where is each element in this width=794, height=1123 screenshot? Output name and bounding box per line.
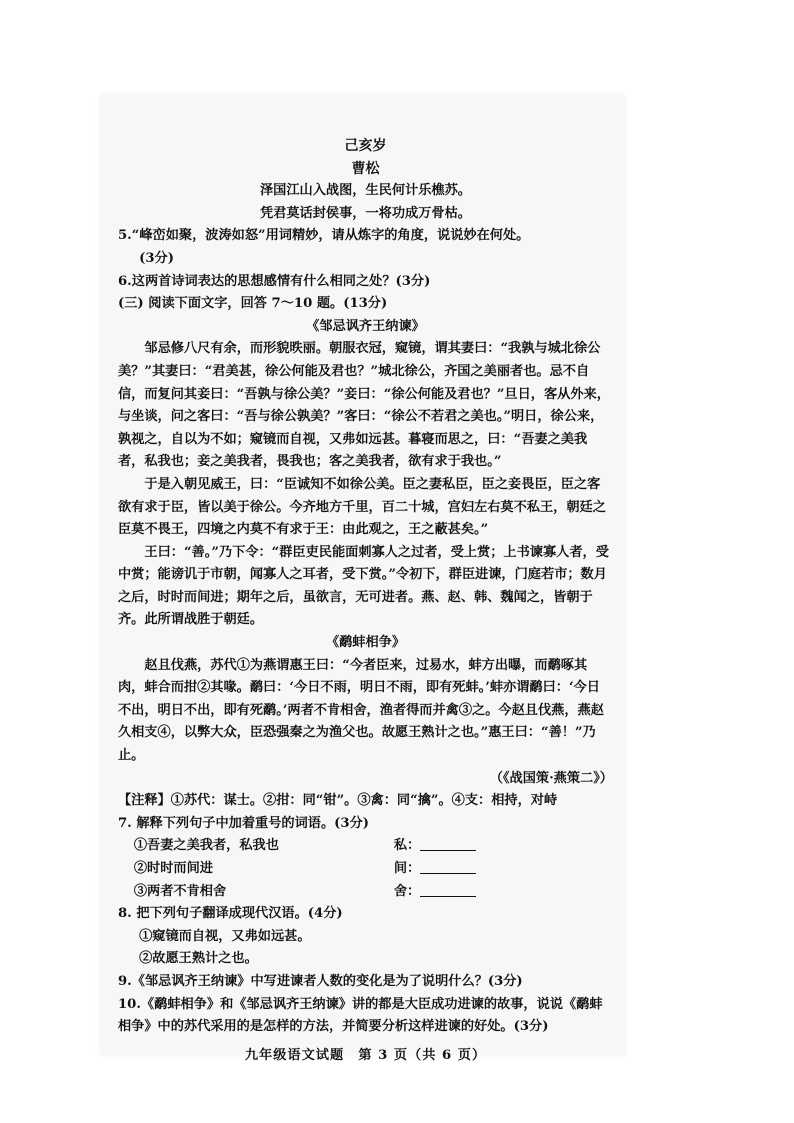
- question-9: 9.《邹忌讽齐王纳谏》中写进谏者人数的变化是为了说明什么？(3分): [118, 973, 523, 989]
- question-5: 5.“峰峦如聚，波涛如怒”用词精妙，请从炼字的角度，说说妙在何处。: [118, 228, 530, 244]
- q7-answer-blank-3[interactable]: [420, 881, 476, 897]
- question-5-score: (3分): [139, 250, 174, 266]
- question-8: 8. 把下列句子翻译成现代汉语。(4分): [118, 906, 343, 922]
- poem-line-2: 凭君莫话封侯事，一将功成万骨枯。: [260, 205, 471, 221]
- question-10: 10.《鹬蚌相争》和《邹忌讽齐王纳谏》讲的都是大臣成功进谏的故事，说说《鹬蚌相争》中的苏代采用的是怎样的方法，并简要分析这样进谏的好处。(3分): [118, 996, 603, 1035]
- q7-word-3: 舍：: [393, 883, 421, 899]
- poem-author: 曹松: [351, 160, 380, 177]
- q7-sentence-1: ①吾妻之美我者，私我也: [133, 838, 279, 854]
- passage-title-2: 《鹬蚌相争》: [325, 635, 406, 651]
- passage-paragraph-1: 邹忌修八尺有余，而形貌昳丽。朝服衣冠，窥镜，谓其妻曰：“我孰与城北徐公美？”其妻曰：“君美甚，徐公何能及君也？”城北徐公，齐国之美丽者也。忌不自信，而复问其妾曰：“吾孰与徐公美？”妾曰：“徐公何能及君也？”旦日，客从外来，与坐谈，问之客曰：“吾与徐公孰美？”客曰：“徐公不若君之美也。”明日，徐公来，孰视之，自以为不如；窥镜而自视，又弗如远甚。暮寝而思之，曰：“吾妻之美我者，私我也；妾之美我者，畏我也；客之美我者，欲有求于我也。”: [118, 341, 610, 470]
- passage-notes: 【注释】①苏代：谋士。②拑：同“钳”。③禽：同“擒”。④支：相持，对峙: [118, 793, 558, 809]
- q7-word-2: 间：: [393, 861, 421, 876]
- q7-row-3: [118, 881, 613, 904]
- q7-word-1: 私：: [393, 838, 421, 854]
- q7-sentence-2: ②时时而间进: [133, 861, 213, 876]
- document-content: [118, 135, 613, 1067]
- bleed-through: [470, 118, 620, 132]
- q7-sentence-3: ③两者不肯相舍: [133, 883, 227, 899]
- q8-item-1: ①窥镜而自视，又弗如远甚。: [139, 928, 311, 944]
- passage-paragraph-2: 于是入朝见威王，曰：“臣诚知不如徐公美。臣之妻私臣，臣之妾畏臣，臣之客欲有求于臣，皆以美于徐公。今齐地方千里，百二十城，宫妇左右莫不私王，朝廷之臣莫不畏王，四境之内莫不有求于王：由此观之，王之蔽甚矣。”: [118, 476, 606, 538]
- page-footer: 九年级语文试题 第 3 页（共 6 页）: [244, 1047, 487, 1063]
- passage-paragraph-3: 王曰：“善。”乃下令：“群臣吏民能面刺寡人之过者，受上赏；上书谏寡人者，受中赏；能谤讥于市朝，闻寡人之耳者，受下赏。”令初下，群臣进谏，门庭若市；数月之后，时时而间进；期年之后，虽欲言，无可进者。燕、赵、韩、魏闻之，皆朝于齐。此所谓战胜于朝廷。: [118, 544, 609, 628]
- passage-paragraph-4: 赵且伐燕，苏代①为燕谓惠王曰：“今者臣来，过易水，蚌方出曝，而鹬啄其肉，蚌合而拑②其喙。鹬曰：‘今日不雨，明日不雨，即有死蚌。’蚌亦谓鹬曰：‘今日不出，明日不出，即有死鹬。’两者不肯相舍，渔者得而并禽③之。今赵且伐燕，燕赵久相支④，以弊大众，臣恐强秦之为渔父也。故愿王熟计之也。”惠王曰：“善！”乃止。: [118, 657, 604, 764]
- passage-source: （《战国策·燕策二》）: [489, 770, 613, 786]
- poem-title: 己亥岁: [344, 138, 387, 154]
- q7-row-1: [118, 835, 613, 858]
- q7-answer-blank-1[interactable]: [420, 835, 476, 851]
- question-7: 7. 解释下列句子中加着重号的词语。(3分): [118, 815, 370, 831]
- q7-answer-blank-2[interactable]: [420, 858, 476, 874]
- section-heading: (三) 阅读下面文字，回答 7～10 题。(13分): [118, 296, 388, 312]
- poem-line-1: 泽国江山入战图，生民何计乐樵苏。: [260, 183, 471, 199]
- passage-title-1: 《邹忌讽齐王纳谏》: [306, 318, 425, 334]
- question-6: 6.这两首诗词表达的思想感情有什么相同之处？(3分): [118, 273, 431, 289]
- q8-item-2: ②故愿王熟计之也。: [139, 951, 258, 967]
- q7-row-2: [118, 858, 613, 881]
